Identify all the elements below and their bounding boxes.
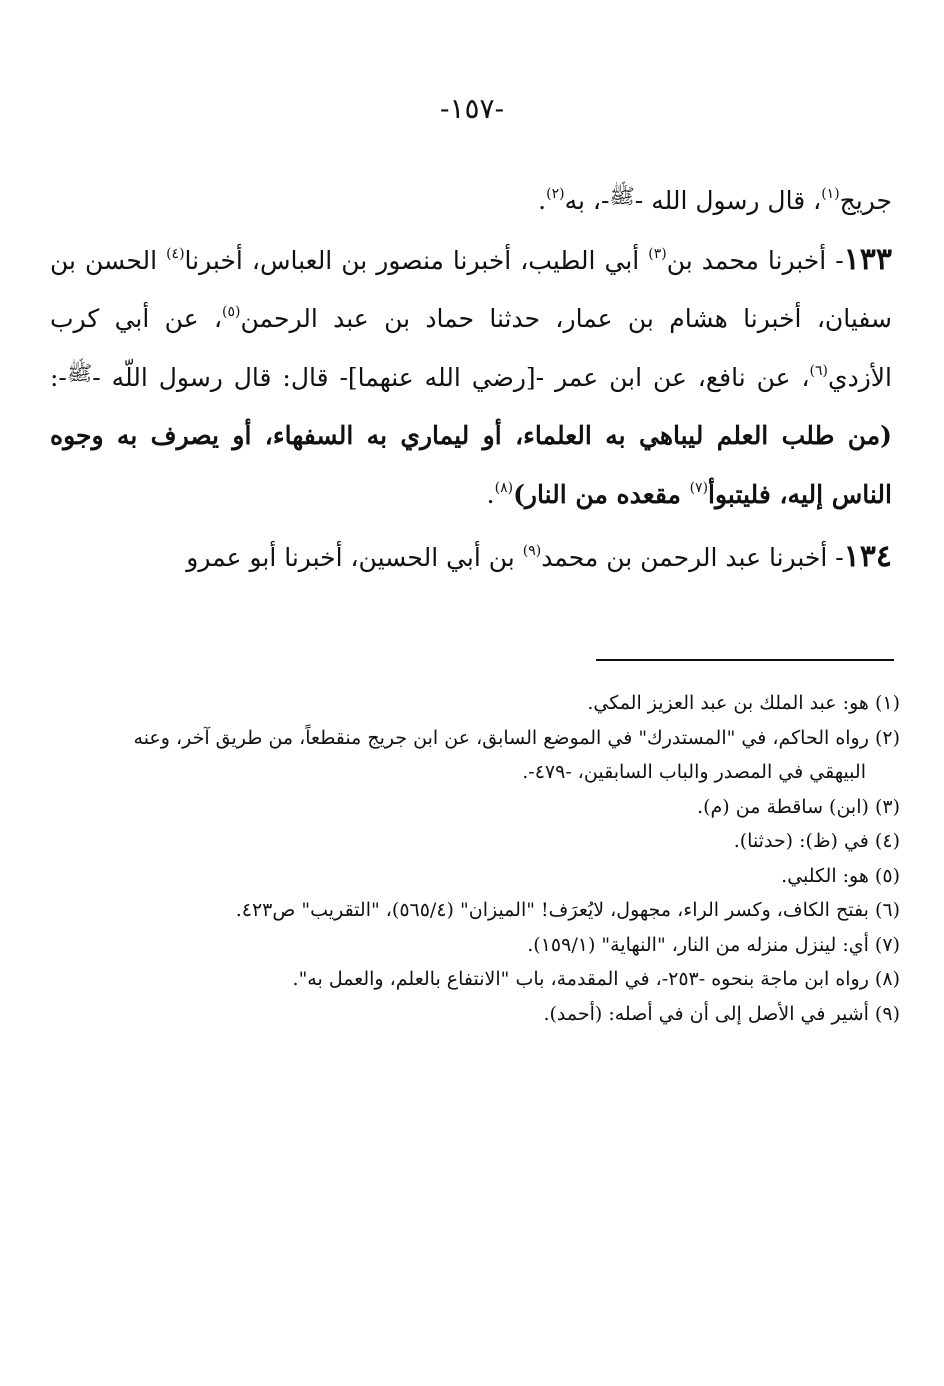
honorific-glyph: ﷺ — [609, 184, 635, 208]
text-segment: . — [538, 186, 547, 215]
footnote-6: (٦) بفتح الكاف، وكسر الراء، مجهول، لايُعرَف! "الميزان" (٥٦٥/٤)، "التقريب" ص٤٢٣. — [235, 899, 900, 921]
text-segment: -، به — [564, 186, 610, 215]
text-segment: ، عن أبي كرب الأزدي — [50, 304, 892, 392]
footnotes — [50, 686, 900, 1031]
hadith-paragraph-133 — [50, 231, 892, 525]
footnote-ref: (٢) — [546, 186, 565, 202]
footnote-1: (١) هو: عبد الملك بن عبد العزيز المكي. — [587, 692, 900, 714]
footnote-divider — [596, 659, 894, 661]
footnote-9: (٩) أشير في الأصل إلى أن في أصله: (أحمد). — [543, 1002, 900, 1025]
footnote-2: (٢) رواه الحاكم، في "المستدرك" في الموضع السابق، عن ابن جريج منقطعاً، من طريق آخر، وعنه — [133, 726, 900, 749]
text-segment: . — [486, 479, 495, 509]
text-segment: جريج — [839, 186, 892, 215]
text-segment: - أخبرنا عبد الرحمن بن محمد — [541, 543, 844, 572]
footnote-2-continuation: البيهقي في المصدر والباب السابقين، -٤٧٩-. — [522, 761, 866, 783]
text-segment: - أخبرنا محمد بن — [666, 245, 844, 275]
honorific-glyph: ﷺ — [66, 360, 93, 385]
footnote-5: (٥) هو: الكلبي. — [781, 864, 900, 887]
hadith-number: ١٣٤ — [843, 539, 892, 574]
footnote-7: (٧) أي: لينزل منزله من النار، "النهاية" (١٥٩/١). — [527, 933, 900, 956]
paragraph-continuation — [50, 172, 892, 231]
text-segment: الحسن بن سفيان، أخبرنا هشام بن عمار، حدثنا حماد بن عبد الرحمن — [50, 245, 892, 333]
text-segment: بن أبي الحسين، أخبرنا أبو عمرو — [186, 543, 523, 572]
main-text — [50, 172, 892, 588]
text-segment: -: — [50, 362, 67, 392]
footnote-ref: (٨) — [494, 479, 514, 496]
footnote-3: (٣) (ابن) ساقطة من (م). — [697, 795, 900, 818]
text-segment: أبي الطيب، أخبرنا منصور بن العباس، أخبرنا — [184, 245, 649, 275]
hadith-text-bold: مقعده من النار) — [513, 479, 690, 509]
footnote-4: (٤) في (ظ): (حدثنا). — [733, 830, 900, 852]
footnote-ref: (١) — [821, 186, 840, 202]
hadith-number: ١٣٣ — [843, 241, 892, 277]
footnote-ref: (٦) — [809, 362, 829, 379]
footnote-ref: (٧) — [689, 479, 709, 496]
footnote-ref: (٩) — [522, 543, 542, 559]
footnote-ref: (٣) — [648, 245, 667, 262]
footnote-8: (٨) رواه ابن ماجة بنحوه -٢٥٣-، في المقدمة، باب "الانتفاع بالعلم، والعمل به". — [292, 968, 900, 990]
page-number: -١٥٧- — [439, 92, 505, 125]
hadith-paragraph-134 — [50, 528, 892, 588]
footnote-ref: (٤) — [166, 245, 185, 262]
text-segment: ، قال رسول الله - — [634, 186, 822, 215]
footnote-ref: (٥) — [222, 304, 241, 320]
hadith-text-bold: (من طلب العلم ليباهي به العلماء، أو ليماري به السفهاء، أو يصرف به وجوه الناس إليه، فليتبوأ — [50, 421, 892, 509]
text-segment: ، عن نافع، عن ابن عمر -[رضي الله عنهما]- قال: قال رسول اللّه - — [92, 362, 810, 392]
